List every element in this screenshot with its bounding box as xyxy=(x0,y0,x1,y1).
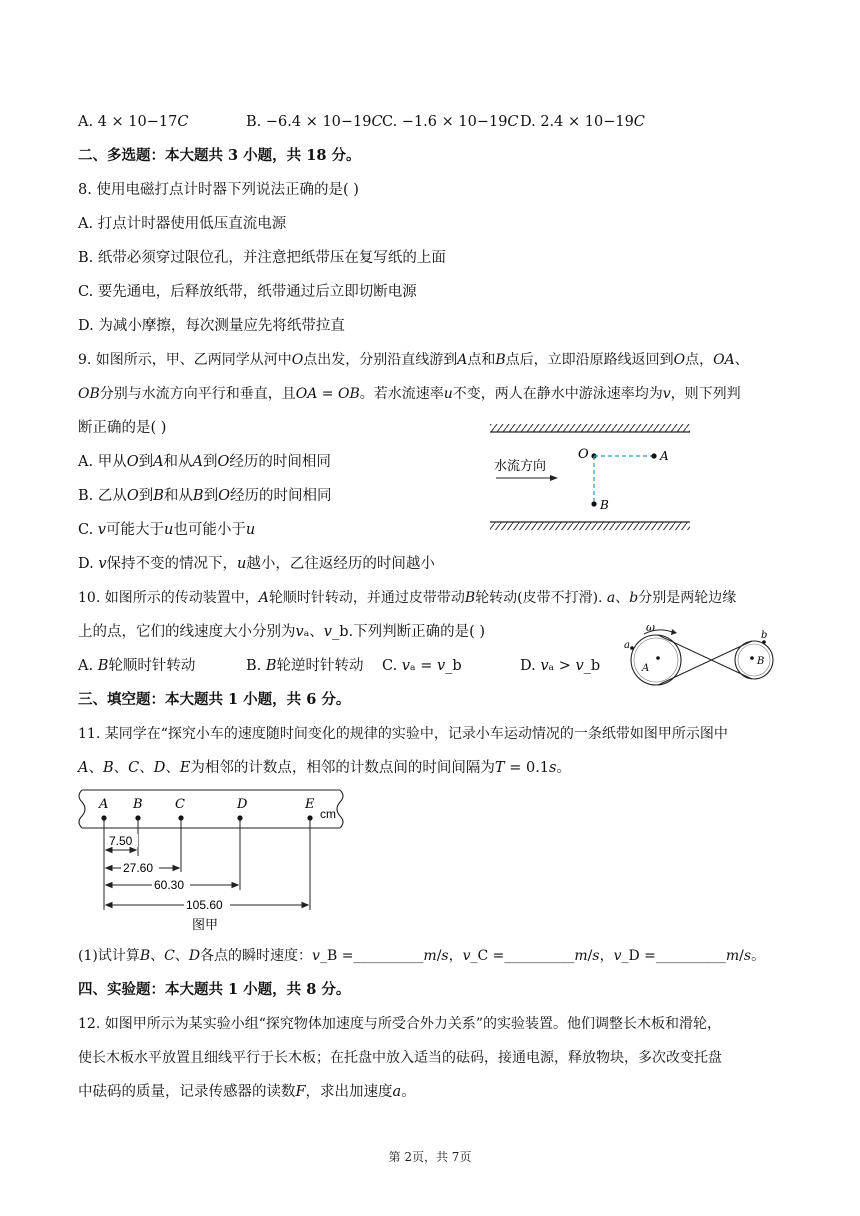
q8-option-a: A. 打点计时器使用低压直流电源 xyxy=(78,216,287,232)
tape-point-a-label: A xyxy=(99,797,109,812)
page-footer: 第 2页，共 7页 xyxy=(388,1150,472,1164)
q9-option-a: A. 甲从𝑂到𝐴和从𝐴到𝑂经历的时间相同 xyxy=(78,454,331,470)
point-a-rim-label: a xyxy=(624,640,630,651)
q10-stem-line-2: 上的点，它们的线速度大小分别为𝑣ₐ、𝑣_b.下列判断正确的是( ) xyxy=(78,624,486,640)
q8-option-c: C. 要先通电，后释放纸带，纸带通过后立即切断电源 xyxy=(78,284,417,300)
wheel-b-center xyxy=(750,656,754,660)
rotation-arrow-head xyxy=(671,629,677,635)
distance-ab-label: 7.50 xyxy=(109,834,133,848)
paper-tape-figure xyxy=(74,786,354,936)
point-b xyxy=(591,501,596,506)
distance-ae-label: 105.60 xyxy=(186,898,223,912)
q10-option-c: C. 𝑣ₐ = 𝑣_b xyxy=(382,658,462,674)
q7-option-d: D. 2.4 × 10−19𝐶 xyxy=(520,114,645,130)
q11-stem-line-2: 𝐴、𝐵、𝐶、𝐷、𝐸为相邻的计数点，相邻的计数点间的时间间隔为𝑇 = 0.1𝑠。 xyxy=(78,760,571,776)
q7-option-a: A. 4 × 10−17𝐶 xyxy=(78,114,189,130)
q10-stem-line-1: 10. 如图所示的传动装置中，𝐴轮顺时针转动，并通过皮带带动𝐵轮转动(皮带不打滑). 𝑎、𝑏分别是两轮边缘 xyxy=(78,590,737,606)
point-a xyxy=(651,453,656,458)
q12-stem-line-3: 中砝码的质量，记录传感器的读数𝐹，求出加速度𝑎。 xyxy=(78,1084,416,1100)
point-a-label: A xyxy=(660,449,669,463)
river-bank-bottom xyxy=(490,522,690,530)
q8-option-d: D. 为减小摩擦，每次测量应先将纸带拉直 xyxy=(78,318,345,334)
q11-sub-question-1: (1)试计算𝐵、𝐶、𝐷各点的瞬时速度：𝑣_B =__________𝑚/𝑠，𝑣_C =__________𝑚/𝑠，𝑣_D =__________𝑚/𝑠。 xyxy=(78,948,766,964)
point-o-label: O xyxy=(578,447,589,462)
q9-stem-line-3: 断正确的是( ) xyxy=(78,420,167,436)
section-heading-experiment: 四、实验题：本大题共 1 小题，共 8 分。 xyxy=(78,981,351,998)
point-b-rim-label: b xyxy=(761,630,768,641)
river-bank-top xyxy=(490,424,690,432)
tape-point-d-label: D xyxy=(237,797,248,812)
q8-option-b: B. 纸带必须穿过限位孔，并注意把纸带压在复写纸的上面 xyxy=(78,250,446,266)
river-figure xyxy=(488,420,694,538)
q9-option-c: C. 𝑣可能大于𝑢也可能小于𝑢 xyxy=(78,522,256,538)
distance-ad-label: 60.30 xyxy=(154,878,185,892)
flow-direction-arrow xyxy=(496,475,558,481)
q10-option-d: D. 𝑣ₐ > 𝑣_b xyxy=(520,658,601,674)
omega-label: ω xyxy=(646,621,655,634)
pulley-figure xyxy=(618,618,784,692)
q9-stem-line-1: 9. 如图所示，甲、乙两同学从河中𝑂点出发，分别沿直线游到𝐴点和𝐵点后，立即沿原路线返回到𝑂点，𝑂𝐴、 xyxy=(78,352,749,368)
q8-stem: 8. 使用电磁打点计时器下列说法正确的是( ) xyxy=(78,182,359,198)
q10-option-a: A. 𝐵轮顺时针转动 xyxy=(78,658,196,674)
tape-unit-label: cm xyxy=(320,807,336,821)
flow-direction-label: 水流方向 xyxy=(494,458,547,473)
tape-point-e-label: E xyxy=(305,797,315,812)
distance-ac-label: 27.60 xyxy=(123,861,154,875)
tape-point-c-label: C xyxy=(175,797,185,812)
q10-option-b: B. 𝐵轮逆时针转动 xyxy=(246,658,364,674)
q11-stem-line-1: 11. 某同学在“探究小车的速度随时间变化的规律的实验中，记录小车运动情况的一条纸带如图甲所示图中 xyxy=(78,726,728,742)
point-b-label: B xyxy=(600,498,609,512)
tape-point-b-label: B xyxy=(133,797,143,812)
q9-option-d: D. 𝑣保持不变的情况下，𝑢越小，乙往返经历的时间越小 xyxy=(78,556,435,572)
point-a-on-rim xyxy=(630,646,634,650)
section-heading-multiple-choice: 二、多选题：本大题共 3 小题，共 18 分。 xyxy=(78,147,361,164)
q12-stem-line-2: 使长木板水平放置且细线平行于长木板；在托盘中放入适当的砝码，接通电源，释放物块，多次改变托盘 xyxy=(78,1050,722,1066)
q7-option-b: B. −6.4 × 10−19𝐶 xyxy=(246,114,383,130)
paper-tape xyxy=(79,790,343,828)
q12-stem-line-1: 12. 如图甲所示为某实验小组“探究物体加速度与所受合外力关系”的实验装置。他们调整长木板和滑轮， xyxy=(78,1016,722,1032)
wheel-a-center xyxy=(656,656,660,660)
wheel-b-label: B xyxy=(757,656,765,667)
q7-option-c: C. −1.6 × 10−19𝐶 xyxy=(382,114,519,130)
wheel-a-label: A xyxy=(642,663,650,674)
q9-option-b: B. 乙从𝑂到𝐵和从𝐵到𝑂经历的时间相同 xyxy=(78,488,332,504)
section-heading-fill-in: 三、填空题：本大题共 1 小题，共 6 分。 xyxy=(78,691,351,708)
q9-stem-line-2: 𝑂𝐵分别与水流方向平行和垂直，且𝑂𝐴 = 𝑂𝐵。若水流速率𝑢不变，两人在静水中游泳速率均为𝑣，则下列判 xyxy=(78,386,741,402)
figure-caption: 图甲 xyxy=(192,917,219,932)
